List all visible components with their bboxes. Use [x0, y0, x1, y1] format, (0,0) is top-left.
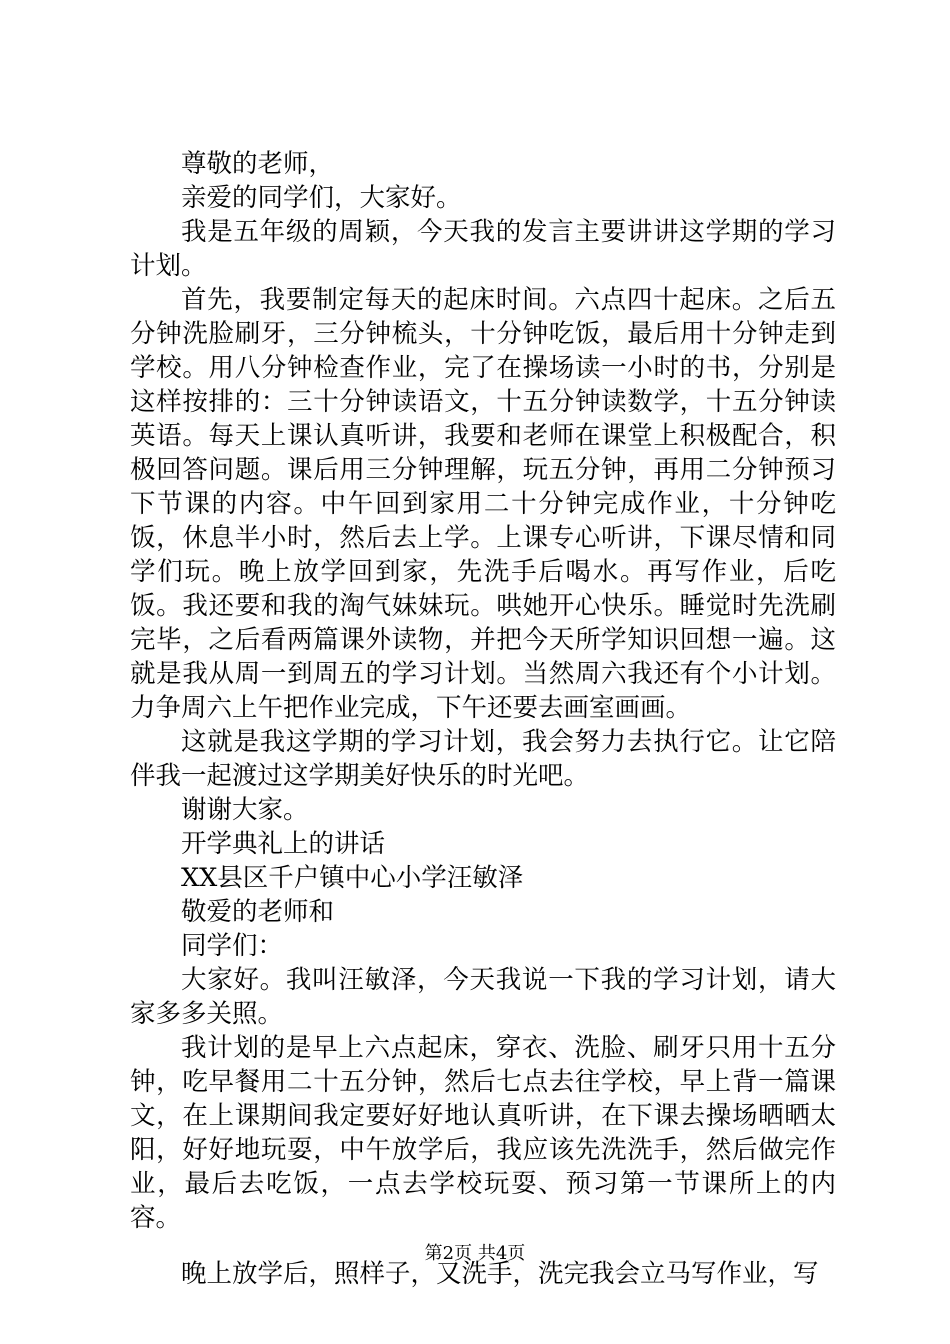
salutation-students: 亲爱的同学们，大家好。: [181, 183, 462, 213]
salutation-students-2: 同学们：: [181, 931, 284, 961]
paragraph-evening: 晚上放学后，照样子，又洗手，洗完我会立马写作业，写: [181, 1259, 819, 1289]
paragraph-plan: 我计划的是早上六点起床，穿衣、洗脸、刷牙只用十五分钟，吃早餐用二十五分钟，然后七点去往学校，早上背一篇课文，在上课期间我定要好好地认真听讲，在下课去操场晒晒太阳，好好地玩耍，中午放学后，我应该先洗洗手，然后做完作业，最后去吃饭，一点去学校玩耍、预习第一节课所上的内容。: [130, 1033, 836, 1233]
paragraph-greeting: 大家好。我叫汪敏泽，今天我说一下我的学习计划，请大家多多关照。: [130, 965, 836, 1029]
paragraph-introduction: 我是五年级的周颖，今天我的发言主要讲讲这学期的学习计划。: [130, 217, 836, 281]
salutation-teachers: 尊敬的老师，: [181, 149, 335, 179]
page-number-footer: 第2页 共4页: [424, 1243, 526, 1264]
salutation-teachers-2: 敬爱的老师和: [181, 897, 335, 927]
speech-title: 开学典礼上的讲话: [181, 829, 386, 859]
paragraph-conclusion: 这就是我这学期的学习计划，我会努力去执行它。让它陪伴我一起渡过这学期美好快乐的时光吧。: [130, 727, 836, 791]
closing-thanks: 谢谢大家。: [181, 795, 309, 825]
document-body: [130, 147, 836, 1291]
paragraph-daily-schedule: 首先，我要制定每天的起床时间。六点四十起床。之后五分钟洗脸刷牙，三分钟梳头，十分钟吃饭，最后用十分钟走到学校。用八分钟检查作业，完了在操场读一小时的书，分别是这样按排的：三十分钟读语文，十五分钟读数学，十五分钟读英语。每天上课认真听讲，我要和老师在课堂上积极配合，积极回答问题。课后用三分钟理解，玩五分钟，再用二分钟预习下节课的内容。中午回到家用二十分钟完成作业，十分钟吃饭，休息半小时，然后去上学。上课专心听讲，下课尽情和同学们玩。晚上放学回到家，先洗手后喝水。再写作业，后吃饭。我还要和我的淘气妹妹玩。哄她开心快乐。睡觉时先洗刷完毕，之后看两篇课外读物，并把今天所学知识回想一遍。这就是我从周一到周五的学习计划。当然周六我还有个小计划。力争周六上午把作业完成，下午还要去画室画画。: [130, 285, 836, 723]
speech-author: XX县区千户镇中心小学汪敏泽: [181, 863, 524, 893]
